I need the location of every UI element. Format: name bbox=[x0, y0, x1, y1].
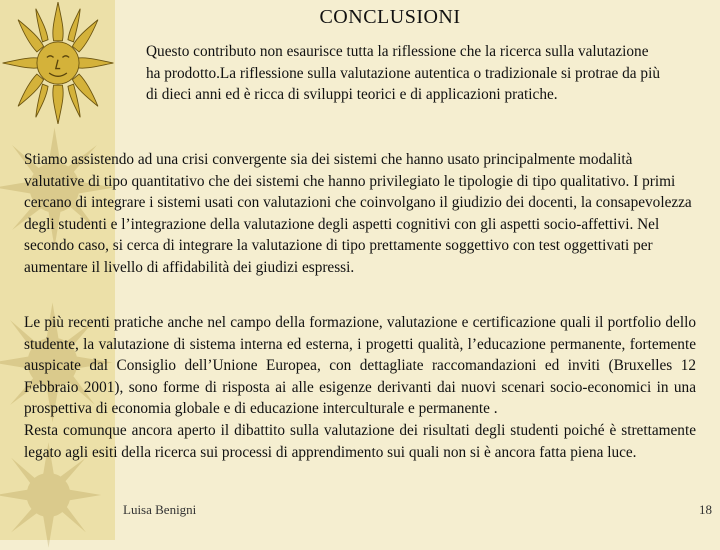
page-title: CONCLUSIONI bbox=[319, 6, 461, 28]
intro-paragraph: Questo contributo non esaurisce tutta la riflessione che la ricerca sulla valutazione ha prodotto.La riflessione sulla valutazione autentica o tradizionale si protrae da più di dieci anni ed è ricca di sviluppi teorici e di applicazioni pratiche. bbox=[146, 43, 660, 103]
footer-author: Luisa Benigni bbox=[123, 502, 197, 517]
body-paragraph-2 bbox=[24, 312, 696, 463]
page-number: 18 bbox=[699, 502, 712, 517]
paragraph-2-text: Le più recenti pratiche anche nel campo della formazione, valutazione e certificazione quali il portfolio dello studente, la valutazione di sistema interna ed esterna, i progetti qualità, l’educazione permanente, fortemente auspicate dal Consiglio dell’Unione Europea, con dettagliate raccomandazioni ed inviti (Bruxelles 12 Febbraio 2001), sono forme di risposta ai alle esigenze derivanti dai nuovi scenari socio-economici in una prospettiva di economia globale e di educazione interculturale e permanente . bbox=[24, 314, 696, 418]
paragraph-3-text: Resta comunque ancora aperto il dibattito sulla valutazione dei risultati degli studenti poiché è strettamente legato agli esiti della ricerca sui processi di apprendimento sui quali non si è ancora fatta piena luce. bbox=[24, 421, 696, 461]
body-paragraph-1: Stiamo assistendo ad una crisi convergente sia dei sistemi che hanno usato principalmente modalità valutative di tipo quantitativo che dei sistemi che hanno privilegiato le tipologie di tipo qualitativo. I primi cercano di integrare i sistemi usati con valutazioni che coinvolgano il giudizio dei docenti, la consapevolezza degli studenti e l’integrazione della valutazione degli aspetti cognitivi con gli aspetti socio-affettivi. Nel secondo caso, si cerca di integrare la valutazione di tipo prettamente soggettivo con test oggettivati per aumentare il livello di affidabilità dei giudizi espressi. bbox=[24, 151, 692, 276]
